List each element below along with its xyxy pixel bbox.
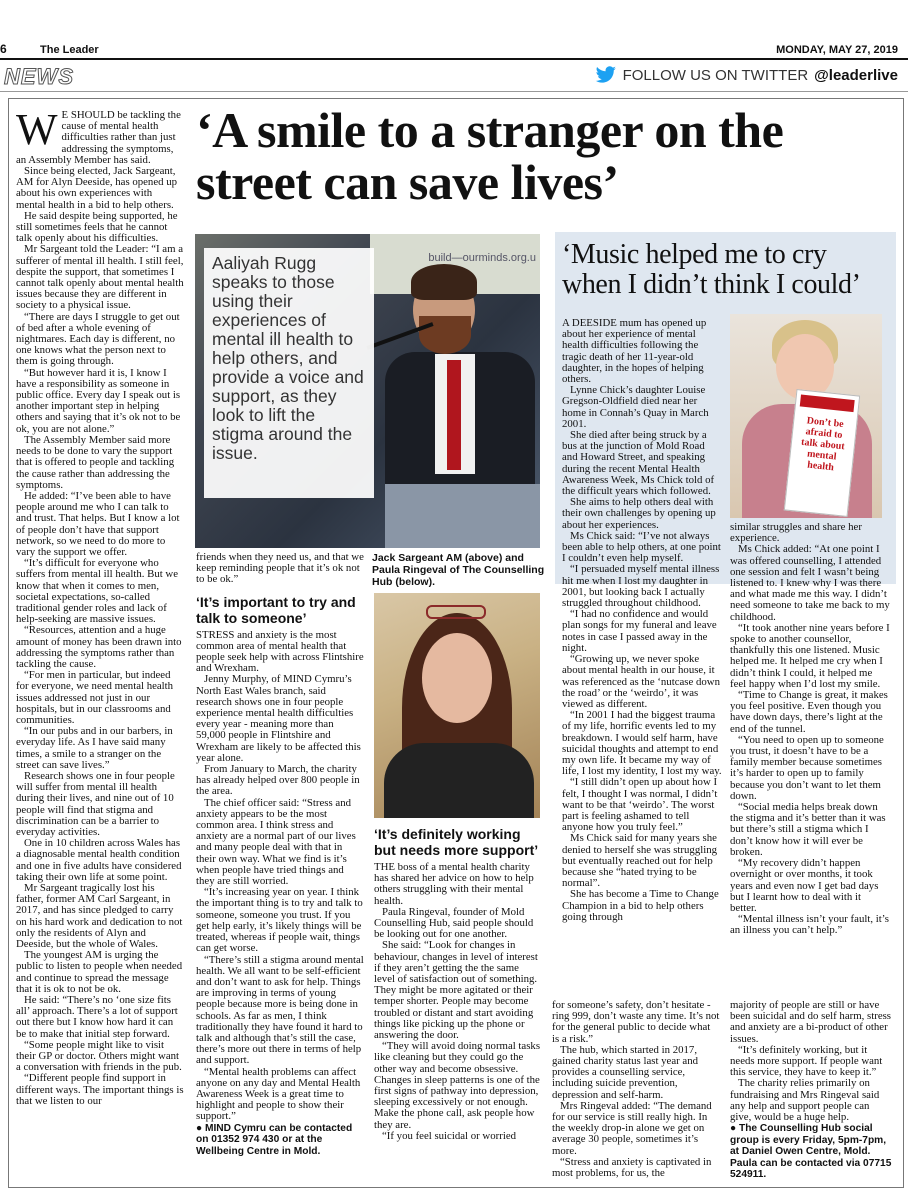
sidebar-column-a [562, 318, 722, 923]
paragraph: Jenny Murphy, of MIND Cymru’s North East Wales branch, said research shows one in four people experience mental health difficulties every year - meaning more than 59,000 people in Flintshire and Wrexham are likely to be affected this year alone. [196, 673, 361, 764]
paragraph: “In 2001 I had the biggest trauma of my life, horrific events led to my breakdown. I would self harm, have suicidal thoughts and attempt to end my own life. It became my way of life, I lost my identity, I lost my way. [562, 709, 722, 778]
paragraph: “Social media helps break down the stigma and it’s better than it was but there’s still a stigma which I don’t know how it will ever be broken. [730, 801, 886, 858]
paper-name: The Leader [40, 44, 99, 56]
portrait-face [422, 633, 492, 723]
column-1 [16, 105, 184, 1107]
paragraph: “It’s difficult for everyone who suffers from mental ill health. But we know that when it comes to men, societal expectations, so-called traditional gender roles and lack of help-seeking are massive issues. [16, 557, 179, 626]
paragraph: A DEESIDE mum has opened up about her experience of mental health difficulties following the tragic death of her 11-year-old daughter, in the hopes of helping others. [562, 317, 707, 386]
paragraph: “I still didn’t open up about how I felt, I thought I was normal, I didn’t want to be that ‘weirdo’. The worst part is feeling ashamed to tell anyone how you truly feel.” [562, 776, 718, 834]
paragraph: Mrs Ringeval added: “The demand for our service is still really high. In the weekly drop-in alone we get on average 30 people, sometimes it’s more. [552, 1099, 712, 1157]
twitter-follow[interactable] [595, 66, 898, 84]
paragraph: “It took another nine years before I spoke to another counsellor, thankfully this one listened. Music helped me. It helped me cry when I didn’t think I could, it helped me feel happy when I’d lost my smile. [730, 621, 890, 690]
paragraph: majority of people are still or have been suicidal and do self harm, stress and anxiety are a bi-product of other issues. [730, 999, 892, 1045]
paragraph: “But however hard it is, I know I have a responsibility as someone in public office. Every day I speak out is another important step in helping others and saying that it’s ok not to be ok, you are not alone.” [16, 366, 181, 435]
paragraph: “Time to Change is great, it makes you feel positive. Even though you have down days, there’s light at the end of the tunnel. [730, 689, 888, 735]
paragraph: Lynne Chick’s daughter Louise Gregson-Oldfield died near her home in Connah’s Quay in March 2001. [562, 384, 709, 430]
paragraph: “It’s increasing year on year. I think the important thing is to try and talk to someone, someone you trust. If you get help early, it’s likely things will be treated, whereas if people wait, things can get worse. [196, 886, 363, 955]
paragraph: “There’s still a stigma around mental health. We all want to be self-efficient and don’t want to ask for help. Things are improving in terms of young people because more is being done in schools. As far as men, I think traditionally they have found it hard to talk and although that’s still the case, there’s more out there in terms of help and support. [196, 953, 364, 1067]
paragraph: One in 10 children across Wales has a diagnosable mental health condition and one in five adults have considered taking their own life at some point. [16, 837, 182, 883]
paragraph: Ms Chick said for many years she denied to herself she was struggling but eventually reached out for help because she “hated trying to be normal”. [562, 832, 718, 890]
drop-cap: W [16, 105, 58, 154]
sidebar-headline: ‘Music helped me to cry when I didn’t think I could’ [562, 239, 861, 300]
sidebar-column-b [730, 522, 890, 937]
portrait-top [384, 743, 534, 818]
paragraph: The hub, which started in 2017, gained charity status last year and provides a counselling service, including suicide prevention, depression and self-harm. [552, 1043, 699, 1101]
issue-date: MONDAY, MAY 27, 2019 [776, 44, 898, 56]
paragraph: The chief officer said: “Stress and anxiety appears to be the most common area. I think stress and anxiety are a normal part of our lives and many people deal with that in their own way. What we find is it’s when people have tried things and they are still worried. [196, 796, 356, 888]
paragraph: “There are days I struggle to get out of bed after a whole evening of nightmares. Each day is different, no one knows what the person next to them is going through. [16, 310, 180, 368]
paragraph: for someone’s safety, don’t hesitate - ring 999, don’t waste any time. It’s not for the general public to decide what is a risk.” [552, 999, 720, 1045]
lectern [385, 484, 540, 548]
photo-caption-overlay: Aaliyah Rugg speaks to those using their experiences of mental ill health to help others, and provide a voice and support, as they look to lift the stigma around the issue. [204, 248, 374, 498]
paragraph: Mr Sargeant told the Leader: “I am a sufferer of mental ill health. I still feel, despite the support, that sometimes I cannot talk openly about mental health issues because they are different in society to a physical issue. [16, 243, 184, 312]
paragraph: Ms Chick said: “I’ve not always been able to help others, at one point I couldn’t even help myself. [562, 529, 721, 565]
paragraph: STRESS and anxiety is the most common area of mental health that people seek help with across Flintshire and Wrexham. [196, 628, 364, 675]
contact-info: ● MIND Cymru can be contacted on 01352 974 430 or at the Wellbeing Centre in Mold. [196, 1122, 353, 1157]
photo-caption-small: Jack Sargeant AM (above) and Paula Ringeval of The Counselling Hub (below). [372, 552, 545, 588]
twitter-text: FOLLOW US ON TWITTER [622, 66, 809, 84]
book [784, 389, 860, 517]
paragraph: THE boss of a mental health charity has shared her advice on how to help others struggling with their mental health. [374, 861, 534, 907]
speaker-hair [411, 264, 477, 300]
paragraph: “Stress and anxiety is captivated in most problems, for us, the [552, 1155, 712, 1180]
paragraph: He said despite being supported, he still sometimes feels that he cannot talk openly about his difficulties. [16, 209, 178, 245]
book-title: Don’t be afraid to talk about mental health [800, 415, 846, 474]
book-band [800, 394, 855, 412]
column-4 [552, 1000, 720, 1179]
speaker-tie [447, 360, 461, 470]
paragraph: She said: “Look for changes in behaviour, changes in level of interest if they aren’t getting the the same level of satisfaction out of something. They might be more agitated or their temper shorter. People may become troubled or distant and start avoiding things like picking up the phone or answering the door. [374, 939, 538, 1042]
screen-text: build—ourminds.org.u [428, 252, 536, 264]
section-label: NEWS [4, 64, 74, 89]
paragraph: “Different people find support in different ways. The important things is that we listen to our [16, 1072, 184, 1107]
paragraph-continuation: friends when they need us, and that we keep reminding people that it’s ok not to be ok.” [196, 551, 364, 586]
twitter-handle[interactable]: @leaderlive [814, 66, 898, 84]
paragraph: The charity relies primarily on fundraising and Mrs Ringeval said any help and support people can give, would be a huge help. [730, 1077, 880, 1124]
column-5 [730, 1000, 892, 1181]
paragraph: Research shows one in four people will suffer from mental ill health during their lives, and nine out of 10 people will find that stigma and discrimination can be a barrier to everyday activities. [16, 769, 175, 838]
paragraph: Mr Sargeant tragically lost his father, former AM Carl Sargeant, in 2017, and has since pledged to carry on his hard work and dedication to not only the residents of Alyn and Deeside, but the whole of Wales. [16, 882, 183, 951]
paragraph: “My recovery didn’t happen overnight or over months, it took years and even now I get bad days but I learnt how to deal with it better. [730, 857, 879, 914]
twitter-bird-icon [595, 66, 617, 84]
paragraph: “In our pubs and in our barbers, in everyday life. As I have said many times, a smile to a stranger on the street can save lives.” [16, 725, 173, 771]
paragraph: Paula Ringeval, founder of Mold Counselling Hub, said people should be looking out for one another. [374, 905, 534, 941]
masthead [0, 0, 908, 60]
section-bar [0, 62, 908, 92]
paragraph: “Resources, attention and a huge amount of money has been drawn into addressing the symptoms rather than tackling the cause. [16, 624, 182, 670]
masthead-rule [0, 58, 908, 60]
paragraph: She aims to help others deal with their own challenges by opening up about her experiences. [562, 496, 716, 531]
column-3 [374, 822, 542, 1142]
paragraph: “You need to open up to someone you trust, it doesn’t have to be a family member because sometimes it’s harder to open up to family because you don’t want to let them down. [730, 733, 884, 802]
paragraph: similar struggles and share her experience. [730, 521, 862, 545]
contact-info: ● The Counselling Hub social group is every Friday, 5pm-7pm, at Daniel Owen Centre, Mold. Paula can be contacted via 07715 524911. [730, 1123, 892, 1181]
paragraph: “Mental health problems can affect anyone on any day and Mental Health Awareness Week is a great time to highlight and people to show their support.” [196, 1065, 361, 1123]
paragraph: “Growing up, we never spoke about mental health in our house, it was referenced as the ‘nutcase down the road’ or the ‘weirdo’, it was viewed as different. [562, 653, 720, 710]
paragraph: “If you feel suicidal or worried [382, 1129, 517, 1142]
photo-lynne-chick [730, 314, 882, 518]
paragraph: From January to March, the charity has already helped over 800 people in the area. [196, 763, 360, 798]
paragraph: “It’s definitely working, but it needs more support. If people want this service, they have to keep it.” [730, 1043, 883, 1079]
paragraph: “I had no confidence and would plan songs for my funeral and leave notes in case I passed away in the night. [562, 608, 717, 654]
photo-paula-ringeval [374, 593, 540, 818]
paragraph: “For men in particular, but indeed for everyone, we need mental health issues addressed not just in our hospitals, but in our classrooms and communities. [16, 669, 174, 726]
subheading: ‘It’s definitely working but needs more support’ [374, 826, 539, 858]
speaker-beard [419, 316, 471, 354]
headline: ‘A smile to a stranger on the street can save lives’ [196, 102, 784, 210]
subheading: ‘It’s important to try and talk to someone’ [196, 593, 356, 626]
paragraph: E SHOULD be tackling the cause of mental health difficulties rather than just addressing the symptoms, an Assembly Member has said. [16, 109, 181, 166]
paragraph: “Mental illness isn’t your fault, it’s an illness you can’t help.” [730, 913, 889, 937]
paragraph: Since being elected, Jack Sargeant, AM for Alyn Deeside, has opened up about his own experiences with mental health in a bid to help others. [16, 165, 178, 211]
paragraph: She has become a Time to Change Champion in a bid to help others going through [562, 888, 719, 923]
column-2 [196, 552, 364, 1157]
paragraph: He added: “I’ve been able to have people around me who I can talk to and trust. That helps. But I know a lot of people don’t have that support network, so we need to do more to vary the support we offer. [16, 489, 180, 558]
portrait-glasses [426, 605, 486, 619]
paragraph: She died after being struck by a bus at the junction of Mold Road and Howard Street, and speaking during the recent Mental Health Awareness Week, Ms Chick told of the difficult years which followed. [562, 429, 715, 498]
page-number: 6 [0, 42, 7, 56]
paragraph: Ms Chick added: “At one point I was offered counselling, I attended one session and felt I wasn’t being listened to. I knew why I was there and what made me this way. I didn’t need someone to take me back to my childhood. [730, 543, 890, 623]
paragraph: The youngest AM is urging the public to listen to people when needed and continue to spread the message that it is ok to not be ok. [16, 949, 183, 995]
paragraph: “I persuaded myself mental illness hit me when I lost my daughter in 2001, but looking back I actually struggled throughout childhood. [562, 563, 720, 610]
paragraph: He said: “There’s no ‘one size fits all’ approach. There’s a lot of support out there but I know how hard it can be to make that initial step forward. [16, 994, 178, 1040]
paragraph: “They will avoid doing normal tasks like cleaning but they could go the other way and become obsessive. Changes in sleep patterns is one of the first signs of pathway into depression, sleeping excessively or not enough. Make the phone call, ask people how they are. [374, 1040, 541, 1131]
paragraph: The Assembly Member said more needs to be done to vary the support that is offered to people and tackling the cause rather than addressing the symptoms. [16, 433, 175, 491]
paragraph: “Some people might like to visit their GP or doctor. Others might want a conversation with friends in the pub. [16, 1038, 182, 1074]
